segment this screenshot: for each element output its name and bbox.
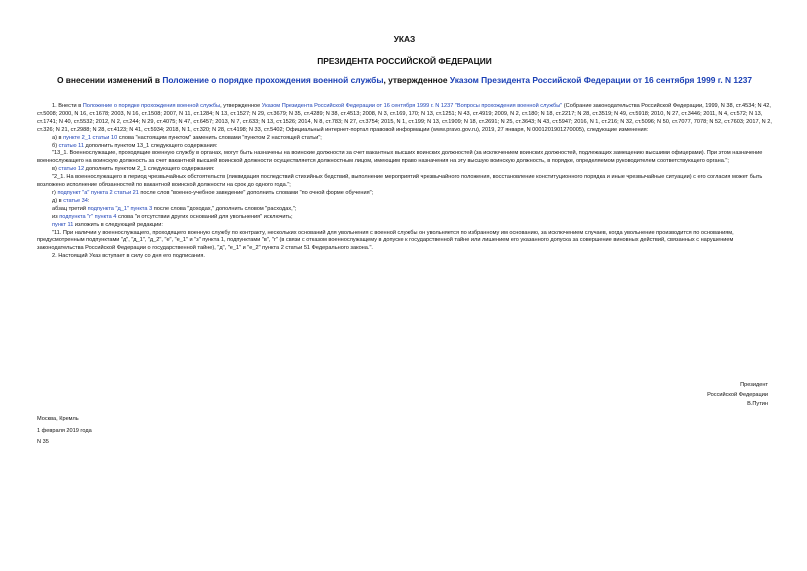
document-body <box>37 103 772 261</box>
quote-13-1: "13_1. Военнослужащие, проходящие военную службу в органах, могут быть назначены на воинские должности за счет вакантных высших воинских должностей (за исключением воинских должностей, подлежащих замещению высшими офицерами). При этом назначение военнослужащего на воинскую должность за счет вакантной высшей воинской должности осуществляется должностным лицом, имеющим право назначения на эту высшую воинскую должность, в порядке, определяемом руководителем соответствующего органа."; <box>37 150 763 165</box>
link-item-d-1[interactable]: подпункта "д_1" пункта 3 <box>87 205 153 212</box>
link-item-p11[interactable]: пункт 11 <box>52 221 74 228</box>
link-item-d-2[interactable]: подпункта "г" пункта 4 <box>59 213 117 220</box>
item-d-1: абзац третий подпункта "д_1" пункта 3 после слова "доходах," дополнить словом "расходах,"; <box>52 205 297 212</box>
heading-link-regulation[interactable]: Положение о порядке прохождения военной службы <box>162 75 384 85</box>
link-item-g[interactable]: подпункт "а" пункта 2 статьи 21 <box>57 189 139 196</box>
document-heading: О внесении изменений в Положение о порядке прохождения военной службы, утвержденное Указом Президента Российской Федерации от 16 сентября 1999 г. N 1237 <box>56 75 753 85</box>
item-d: д) в статье 34: <box>52 197 90 204</box>
link-item-b[interactable]: статью 11 <box>58 142 84 149</box>
paragraph-1: 1. Внести в Положение о порядке прохождения военной службы, утвержденное Указом Президента Российской Федерации от 16 сентября 1999 г. N 1237 "Вопросы прохождения военной службы" (Собрание законодательства Российской Федерации, 1999, N 38, ст.4534; N 42, ст.5008; 2000, N 16, ст.1678; 2003, N 16, ст.1508; 2007, N 11, ст.1284; N 13, ст.1527; N 29, ст.3679; N 35, ст.4289; N 38, ст.4513; 2008, N 3, ст.169, 170; N 13, ст.1251; N 43, ст.4919; 2009, N 2, ст.180; N 18, ст.2217; N 28, ст.3519; N 49, ст.5918; 2010, N 27, ст.3446; 2011, N 4, ст.572; N 13, ст.1741; N 40, ст.5532; 2012, N 2, ст.244; N 29, ст.4075; N 47, ст.6457; 2013, N 7, ст.633; N 13, ст.1526; 2014, N 8, ст.783; N 27, ст.3754; 2015, N 1, ст.199; N 13, ст.1909; N 18, ст.2691; N 25, ст.3643; N 43, ст.5947; 2016, N 1, ст.216; N 32, ст.5096; N 50, ст.7077, 7078; N 52, ст.7603; 2017, N 2, ст.326; N 21, ст.2988; N 28, ст.4123; N 41, ст.5934; 2018, N 1, ст.320; N 28, ст.4198; N 33, ст.5402; Официальный интернет-портал правовой информации (www.pravo.gov.ru), 2019, 27 января, N 0001201901270005), следующие изменения: <box>37 103 772 133</box>
item-g: г) подпункт "а" пункта 2 статьи 21 после слов "военно-учебное заведение" дополнить словами "по очной форме обучения"; <box>52 189 374 196</box>
signature-block <box>707 381 768 410</box>
item-d-2: из подпункта "г" пункта 4 слова "и отсутствии других оснований для увольнения" исключить; <box>52 213 293 220</box>
signing-place: Москва, Кремль <box>37 416 79 422</box>
link-item-a[interactable]: пункте 2_1 статьи 10 <box>63 134 118 141</box>
item-v: в) статью 12 дополнить пунктом 2_1 следующего содержания: <box>52 166 215 173</box>
heading-link-decree[interactable]: Указом Президента Российской Федерации от 16 сентября 1999 г. N 1237 <box>449 75 753 85</box>
link-regulation[interactable]: Положение о порядке прохождения военной службы <box>82 103 221 109</box>
paragraph-2: 2. Настоящий Указ вступает в силу со дня его подписания. <box>52 253 205 260</box>
link-decree-1237[interactable]: Указом Президента Российской Федерации от 16 сентября 1999 г. N 1237 "Вопросы прохождения военной службы" <box>261 103 563 109</box>
item-a: а) в пункте 2_1 статьи 10 слова "настоящим пунктом" заменить словами "пунктом 2 настоящей статьи"; <box>52 134 322 141</box>
signing-date: 1 февраля 2019 года <box>37 427 92 434</box>
place-date-block <box>37 414 92 449</box>
decree-number: N 35 <box>37 439 49 445</box>
quote-2-1: "2_1. На военнослужащего в период чрезвычайных обстоятельств (ликвидация последствий стихийных бедствий, выполнение мероприятий чрезвычайного положения, восстановление конституционного порядка и иные чрезвычайные ситуации) с его согласия может быть возложено исполнение обязанностей по вакантной воинской должности на срок до одного года."; <box>37 174 763 189</box>
link-item-d[interactable]: статье 34 <box>63 197 88 204</box>
item-b: б) статью 11 дополнить пунктом 13_1 следующего содержания: <box>52 142 218 149</box>
decree-subtitle: ПРЕЗИДЕНТА РОССИЙСКОЙ ФЕДЕРАЦИИ <box>317 56 492 66</box>
quote-11: "11. При наличии у военнослужащего, проходящего военную службу по контракту, нескольких оснований для увольнения с военной службы он увольняется по избранному им основанию, за исключением случаев, когда увольнение производится по основаниям, предусмотренным подпунктами "д", "д_1", "д_2", "е", "е_1" и "з" пункта 1, подпунктами "в", "г" (в связи с отказом военнослужащему в допуске к государственной тайне или лишением его указанного допуска за совершение виновных действий, связанных с нарушением законодательства Российской Федерации о государственной тайне), "д", "е_1" и "е_2" пункта 2 статьи 51 Федерального закона.". <box>37 229 734 252</box>
signature-title: Президент <box>740 382 768 388</box>
item-p11: пункт 11 изложить в следующей редакции: <box>52 221 163 228</box>
signature-country: Российской Федерации <box>707 391 768 398</box>
signature-name: В.Путин <box>747 401 768 407</box>
decree-title: УКАЗ <box>393 34 416 44</box>
link-item-v[interactable]: статью 12 <box>58 166 85 173</box>
